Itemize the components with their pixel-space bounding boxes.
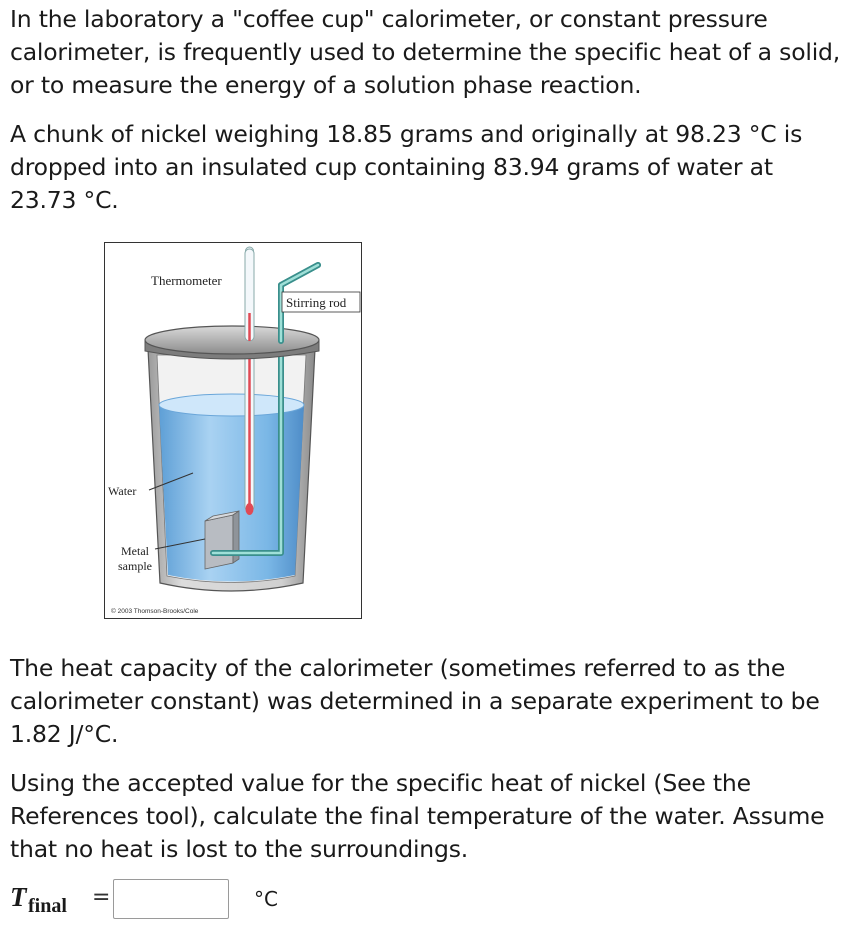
cup-lid [145, 326, 319, 359]
intro-paragraph: In the laboratory a "coffee cup" calorimeter, or constant pressure calorimeter, is frequently used to determine the specific heat of a solid, or to measure the energy of a solution phase reaction. [10, 5, 841, 99]
final-temperature-input[interactable] [113, 879, 229, 919]
heat-capacity-paragraph: The heat capacity of the calorimeter (sometimes referred to as the calorimeter constant) was determined in a separate experiment to be 1.82 J/°C. [10, 654, 820, 748]
t-final-subscript: final [28, 895, 67, 917]
setup-paragraph: A chunk of nickel weighing 18.85 grams and originally at 98.23 °C is dropped into an insulated cup containing 83.94 grams of water at 23.73 °C. [10, 120, 803, 214]
metal-label-line1: Metal [121, 544, 149, 558]
water-label: Water [108, 484, 137, 498]
answer-row [10, 877, 410, 923]
unit-label: °C [254, 887, 278, 911]
metal-label-line2: sample [118, 559, 152, 573]
t-final-variable: T [10, 882, 27, 912]
copyright-text: © 2003 Thomson-Brooks/Cole [111, 608, 199, 615]
metal-sample [205, 511, 239, 569]
equals-sign: = [92, 885, 111, 910]
stirring-rod-label: Stirring rod [286, 295, 347, 310]
thermometer-label: Thermometer [151, 273, 222, 288]
calorimeter-figure [104, 242, 362, 619]
question-paragraph: Using the accepted value for the specific heat of nickel (See the References tool), calculate the final temperature of the water. Assume that no heat is lost to the surroundings. [10, 769, 825, 863]
